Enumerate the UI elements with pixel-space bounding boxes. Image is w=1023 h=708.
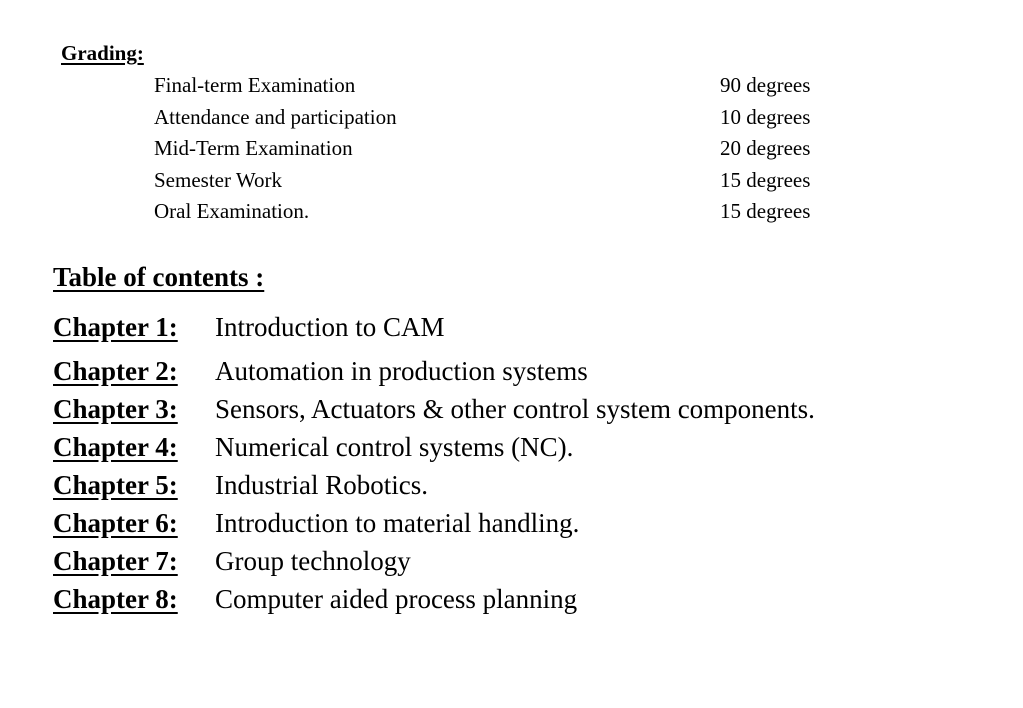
chapter-row — [53, 581, 578, 617]
chapter-label: Chapter 5: — [53, 470, 178, 500]
grading-item-points: 90 degrees — [720, 73, 811, 97]
chapter-label: Chapter 7: — [53, 546, 178, 576]
chapter-label: Chapter 3: — [53, 394, 178, 424]
chapter-row — [53, 429, 574, 465]
chapter-row — [53, 543, 411, 579]
grading-item-label: Oral Examination. — [154, 199, 310, 223]
grading-item-points: 15 degrees — [720, 199, 811, 223]
chapter-title: Numerical control systems (NC). — [215, 432, 574, 462]
grading-item-points: 15 degrees — [720, 168, 811, 192]
grading-heading: Grading: — [61, 41, 144, 65]
chapter-label: Chapter 4: — [53, 432, 178, 462]
grading-row — [154, 103, 874, 131]
grading-row — [154, 134, 874, 162]
chapter-title: Computer aided process planning — [215, 584, 578, 614]
toc-heading: Table of contents : — [53, 262, 265, 292]
grading-row — [154, 71, 874, 99]
grading-row — [154, 197, 874, 225]
chapter-row — [53, 353, 588, 389]
chapter-title: Industrial Robotics. — [215, 470, 428, 500]
grading-item-label: Mid-Term Examination — [154, 136, 353, 160]
chapter-title: Introduction to CAM — [215, 312, 445, 342]
grading-item-points: 20 degrees — [720, 136, 811, 160]
chapter-row — [53, 505, 580, 541]
chapter-row — [53, 391, 815, 427]
chapter-label: Chapter 2: — [53, 356, 178, 386]
chapter-title: Introduction to material handling. — [215, 508, 580, 538]
chapter-label: Chapter 1: — [53, 312, 178, 342]
chapter-title: Group technology — [215, 546, 411, 576]
chapter-row — [53, 467, 428, 503]
grading-row — [154, 166, 874, 194]
chapter-label: Chapter 6: — [53, 508, 178, 538]
chapter-title: Automation in production systems — [215, 356, 588, 386]
grading-item-points: 10 degrees — [720, 105, 811, 129]
chapter-label: Chapter 8: — [53, 584, 178, 614]
chapter-title: Sensors, Actuators & other control system components. — [215, 394, 815, 424]
chapter-row — [53, 309, 445, 345]
grading-item-label: Final-term Examination — [154, 73, 356, 97]
grading-item-label: Semester Work — [154, 168, 282, 192]
grading-item-label: Attendance and participation — [154, 105, 397, 129]
